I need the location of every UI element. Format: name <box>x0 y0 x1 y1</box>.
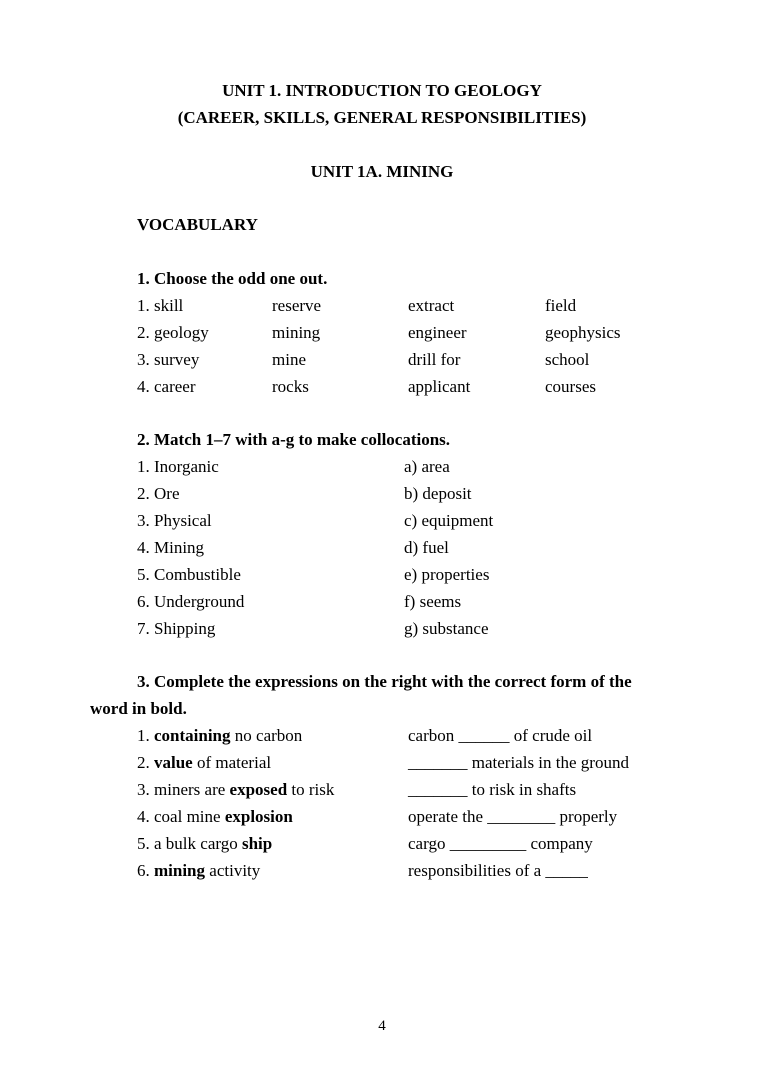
ex3-left-item <box>137 807 293 827</box>
exercise-2-title: 2. Match 1–7 with a-g to make collocations. <box>137 430 451 449</box>
ex3-post: of material <box>192 753 272 772</box>
ex3-right-item: _______ to risk in shafts <box>408 780 577 799</box>
subunit-title: UNIT 1A. MINING <box>310 162 454 181</box>
ex2-left-item: 7. Shipping <box>137 619 216 638</box>
ex3-right-item: cargo _________ company <box>408 834 593 853</box>
exercise-3-title-line1: 3. Complete the expressions on the right with the correct form of the <box>137 672 632 691</box>
ex3-bold-word: containing <box>154 726 231 745</box>
ex2-left-item: 6. Underground <box>137 592 245 611</box>
ex1-cell: 4. career <box>137 377 196 396</box>
ex1-cell: 3. survey <box>137 350 200 369</box>
ex1-cell: field <box>545 296 577 315</box>
ex3-right-item: operate the ________ properly <box>408 807 618 826</box>
ex2-left-item: 2. Ore <box>137 484 180 503</box>
ex3-bold-word: exposed <box>229 780 288 799</box>
ex3-bold-word: explosion <box>224 807 293 826</box>
ex2-right-item: f) seems <box>404 592 462 611</box>
ex2-right-item: a) area <box>404 457 450 476</box>
ex1-cell: reserve <box>272 296 322 315</box>
ex3-pre: 2. <box>137 753 154 772</box>
ex3-left-item <box>137 780 334 800</box>
ex2-right-item: d) fuel <box>404 538 449 557</box>
ex1-cell: applicant <box>408 377 471 396</box>
ex3-bold-word: value <box>154 753 193 772</box>
ex2-left-item: 3. Physical <box>137 511 212 530</box>
unit-subtitle: (CAREER, SKILLS, GENERAL RESPONSIBILITIES) <box>177 108 587 127</box>
ex2-left-item: 5. Combustible <box>137 565 241 584</box>
ex3-left-item <box>137 834 272 854</box>
ex1-cell: 1. skill <box>137 296 184 315</box>
ex2-right-item: b) deposit <box>404 484 472 503</box>
ex3-left-item <box>137 726 302 746</box>
ex1-cell: geophysics <box>545 323 621 342</box>
ex1-cell: rocks <box>272 377 309 396</box>
ex1-cell: engineer <box>408 323 467 342</box>
ex3-pre: 4. coal mine <box>137 807 225 826</box>
ex1-cell: drill for <box>408 350 461 369</box>
ex2-right-item: e) properties <box>404 565 490 584</box>
vocabulary-heading: VOCABULARY <box>137 215 258 234</box>
ex2-left-item: 1. Inorganic <box>137 457 219 476</box>
ex3-post: no carbon <box>230 726 303 745</box>
ex1-cell: mine <box>272 350 306 369</box>
ex2-right-item: c) equipment <box>404 511 494 530</box>
ex1-cell: mining <box>272 323 321 342</box>
ex3-right-item: carbon ______ of crude oil <box>408 726 593 745</box>
unit-title: UNIT 1. INTRODUCTION TO GEOLOGY <box>222 81 542 100</box>
ex3-pre: 6. <box>137 861 154 880</box>
page-number: 4 <box>378 1018 386 1034</box>
ex3-post: to risk <box>287 780 335 799</box>
ex3-pre: 3. miners are <box>137 780 230 799</box>
exercise-3-title-line2: word in bold. <box>90 699 187 718</box>
ex3-pre: 5. a bulk cargo <box>137 834 242 853</box>
ex3-right-item: _______ materials in the ground <box>408 753 629 772</box>
ex3-right-item: responsibilities of a _____ <box>408 861 588 880</box>
ex1-cell: extract <box>408 296 455 315</box>
ex3-post: activity <box>205 861 261 880</box>
ex1-cell: courses <box>545 377 596 396</box>
ex3-pre: 1. <box>137 726 154 745</box>
ex3-bold-word: ship <box>241 834 273 853</box>
ex3-left-item <box>137 861 260 881</box>
ex3-bold-word: mining <box>154 861 206 880</box>
ex3-left-item <box>137 753 271 773</box>
ex2-right-item: g) substance <box>404 619 489 638</box>
ex1-cell: 2. geology <box>137 323 209 342</box>
ex2-left-item: 4. Mining <box>137 538 205 557</box>
ex1-cell: school <box>545 350 590 369</box>
exercise-1-title: 1. Choose the odd one out. <box>137 269 328 288</box>
